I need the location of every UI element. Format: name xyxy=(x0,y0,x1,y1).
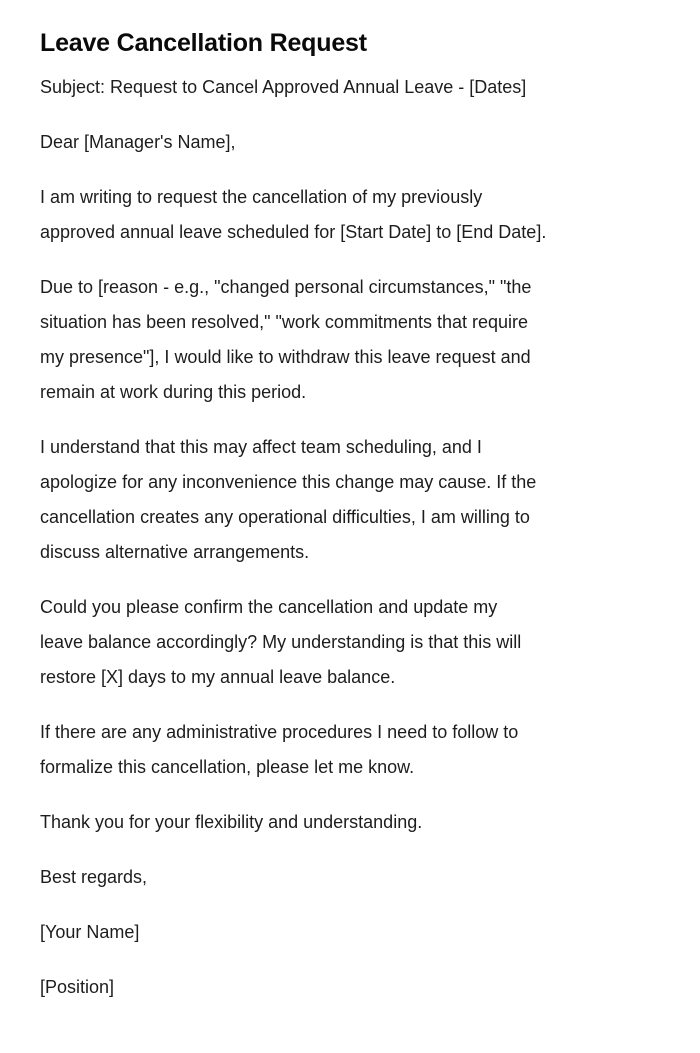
paragraph-line: [Position] xyxy=(40,977,115,997)
paragraph-line: Thank you for your flexibility and understanding. xyxy=(40,812,423,832)
paragraph-signature-position xyxy=(40,970,660,1005)
paragraph-line: Subject: Request to Cancel Approved Annual Leave - [Dates] xyxy=(40,77,527,97)
paragraph-line: discuss alternative arrangements. xyxy=(40,542,310,562)
paragraph-line: I understand that this may affect team scheduling, and I xyxy=(40,437,482,457)
paragraph-line: I am writing to request the cancellation of my previously xyxy=(40,187,483,207)
paragraph-line: Dear [Manager's Name], xyxy=(40,132,236,152)
paragraph-line: Best regards, xyxy=(40,867,148,887)
paragraph-body xyxy=(40,270,660,410)
paragraph-thanks xyxy=(40,805,660,840)
paragraph-line: formalize this cancellation, please let me know. xyxy=(40,757,415,777)
paragraph-line: restore [X] days to my annual leave balance. xyxy=(40,667,396,687)
paragraph-line: remain at work during this period. xyxy=(40,382,307,402)
paragraph-line: my presence"], I would like to withdraw this leave request and xyxy=(40,347,531,367)
page-title: Leave Cancellation Request xyxy=(40,29,367,57)
paragraph-line: approved annual leave scheduled for [Start Date] to [End Date]. xyxy=(40,222,547,242)
paragraph-line: Could you please confirm the cancellation and update my xyxy=(40,597,498,617)
paragraph-line: [Your Name] xyxy=(40,922,140,942)
paragraph-line: Due to [reason - e.g., "changed personal circumstances," "the xyxy=(40,277,532,297)
paragraph-salutation xyxy=(40,125,660,160)
paragraph-signature-name xyxy=(40,915,660,950)
paragraph-line: If there are any administrative procedures I need to follow to xyxy=(40,722,519,742)
paragraph-line: apologize for any inconvenience this change may cause. If the xyxy=(40,472,537,492)
paragraph-line: leave balance accordingly? My understanding is that this will xyxy=(40,632,522,652)
paragraph-body xyxy=(40,180,660,250)
paragraph-line: cancellation creates any operational difficulties, I am willing to xyxy=(40,507,530,527)
paragraph-body xyxy=(40,430,660,570)
paragraph-subject xyxy=(40,70,660,105)
paragraph-body xyxy=(40,590,660,695)
paragraph-line: situation has been resolved," "work commitments that require xyxy=(40,312,529,332)
paragraph-body xyxy=(40,715,660,785)
paragraph-signoff xyxy=(40,860,660,895)
